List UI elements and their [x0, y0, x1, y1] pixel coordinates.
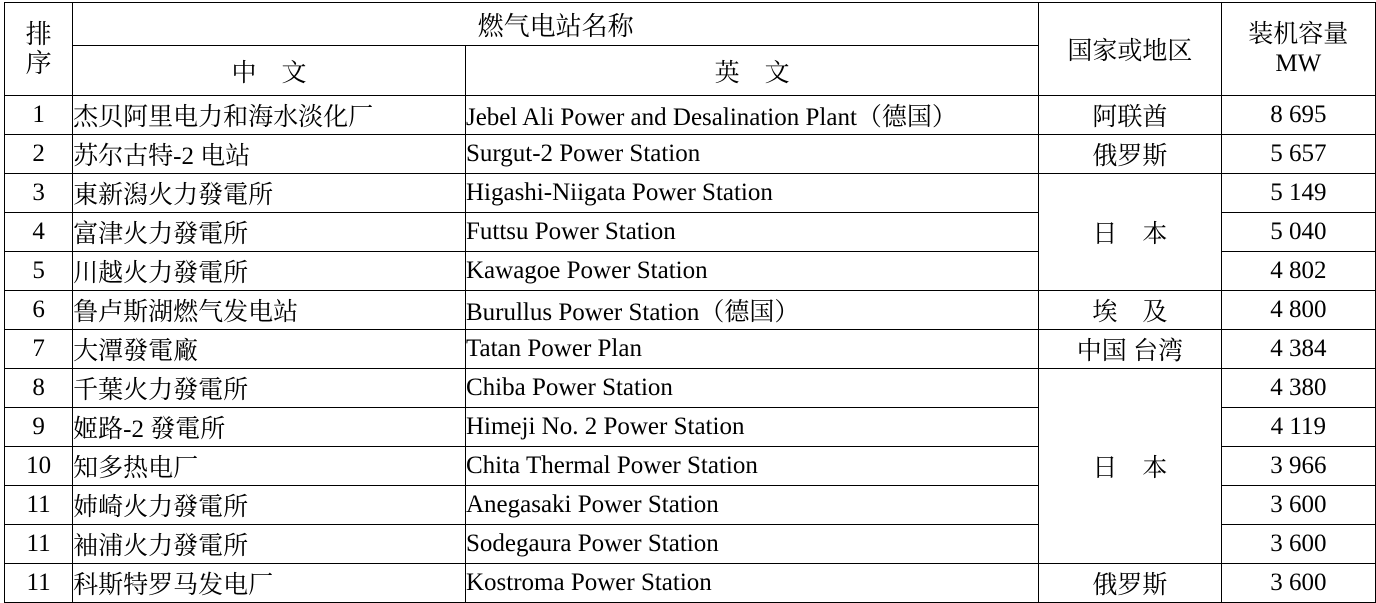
table-row — [5, 369, 1376, 408]
cell-capacity: 3 600 — [1221, 486, 1375, 525]
cell-name-en: Kostroma Power Station — [465, 564, 1038, 603]
cell-region: 日 本 — [1039, 174, 1221, 291]
table-header — [5, 3, 1376, 96]
cell-name-cn: 千葉火力發電所 — [73, 369, 466, 408]
cell-name-en: Sodegaura Power Station — [465, 525, 1038, 564]
cell-name-cn: 杰贝阿里电力和海水淡化厂 — [73, 96, 466, 135]
cell-capacity: 5 040 — [1221, 213, 1375, 252]
cell-rank: 2 — [5, 135, 73, 174]
column-header-rank-line2: 序 — [25, 49, 52, 78]
cell-rank: 5 — [5, 252, 73, 291]
cell-name-en: Surgut-2 Power Station — [465, 135, 1038, 174]
column-header-capacity — [1221, 3, 1375, 96]
column-header-name-en: 英 文 — [465, 46, 1038, 96]
cell-name-en: Himeji No. 2 Power Station — [465, 408, 1038, 447]
table-row — [5, 135, 1376, 174]
cell-name-cn: 東新潟火力發電所 — [73, 174, 466, 213]
cell-region: 阿联酋 — [1039, 96, 1221, 135]
gas-power-stations-table — [4, 2, 1376, 603]
cell-region: 日 本 — [1039, 369, 1221, 564]
cell-name-cn: 姉崎火力發電所 — [73, 486, 466, 525]
cell-name-cn: 鲁卢斯湖燃气发电站 — [73, 291, 466, 330]
cell-name-en: Tatan Power Plan — [465, 330, 1038, 369]
cell-rank: 4 — [5, 213, 73, 252]
document-page — [0, 2, 1376, 599]
cell-region: 俄罗斯 — [1039, 135, 1221, 174]
cell-capacity: 4 380 — [1221, 369, 1375, 408]
cell-capacity: 5 149 — [1221, 174, 1375, 213]
cell-rank: 10 — [5, 447, 73, 486]
table-row — [5, 330, 1376, 369]
cell-name-cn: 苏尔古特-2 电站 — [73, 135, 466, 174]
column-header-capacity-line2: MW — [1275, 50, 1322, 77]
cell-capacity: 3 600 — [1221, 525, 1375, 564]
cell-name-cn: 袖浦火力發電所 — [73, 525, 466, 564]
column-header-region: 国家或地区 — [1039, 3, 1221, 96]
cell-capacity: 4 384 — [1221, 330, 1375, 369]
cell-region: 埃 及 — [1039, 291, 1221, 330]
column-header-rank — [5, 3, 73, 96]
cell-name-cn: 富津火力發電所 — [73, 213, 466, 252]
table-row — [5, 174, 1376, 213]
cell-rank: 6 — [5, 291, 73, 330]
column-header-capacity-line1: 装机容量 — [1248, 20, 1349, 48]
cell-name-en: Kawagoe Power Station — [465, 252, 1038, 291]
cell-region: 俄罗斯 — [1039, 564, 1221, 603]
cell-capacity: 8 695 — [1221, 96, 1375, 135]
column-header-name-cn: 中 文 — [73, 46, 466, 96]
cell-capacity: 5 657 — [1221, 135, 1375, 174]
cell-region: 中国 台湾 — [1039, 330, 1221, 369]
cell-name-en: Jebel Ali Power and Desalination Plant（德国） — [465, 96, 1038, 135]
column-header-rank-line1: 排 — [25, 19, 52, 49]
cell-name-cn: 知多热电厂 — [73, 447, 466, 486]
cell-name-en: Anegasaki Power Station — [465, 486, 1038, 525]
cell-rank: 11 — [5, 525, 73, 564]
cell-capacity: 4 119 — [1221, 408, 1375, 447]
cell-capacity: 4 800 — [1221, 291, 1375, 330]
cell-name-en: Chiba Power Station — [465, 369, 1038, 408]
header-row-1 — [5, 3, 1376, 46]
table-body — [5, 96, 1376, 603]
cell-name-en: Burullus Power Station（德国） — [465, 291, 1038, 330]
table-row — [5, 96, 1376, 135]
cell-name-cn: 川越火力發電所 — [73, 252, 466, 291]
table-row — [5, 564, 1376, 603]
cell-rank: 9 — [5, 408, 73, 447]
cell-name-cn: 科斯特罗马发电厂 — [73, 564, 466, 603]
table-row — [5, 291, 1376, 330]
cell-name-cn: 姬路-2 發電所 — [73, 408, 466, 447]
cell-rank: 8 — [5, 369, 73, 408]
cell-name-en: Futtsu Power Station — [465, 213, 1038, 252]
cell-rank: 3 — [5, 174, 73, 213]
cell-name-cn: 大潭發電廠 — [73, 330, 466, 369]
column-header-name-group: 燃气电站名称 — [73, 3, 1039, 46]
cell-capacity: 4 802 — [1221, 252, 1375, 291]
cell-rank: 1 — [5, 96, 73, 135]
cell-rank: 11 — [5, 486, 73, 525]
cell-capacity: 3 966 — [1221, 447, 1375, 486]
cell-capacity: 3 600 — [1221, 564, 1375, 603]
cell-name-en: Higashi-Niigata Power Station — [465, 174, 1038, 213]
cell-rank: 7 — [5, 330, 73, 369]
cell-name-en: Chita Thermal Power Station — [465, 447, 1038, 486]
cell-rank: 11 — [5, 564, 73, 603]
